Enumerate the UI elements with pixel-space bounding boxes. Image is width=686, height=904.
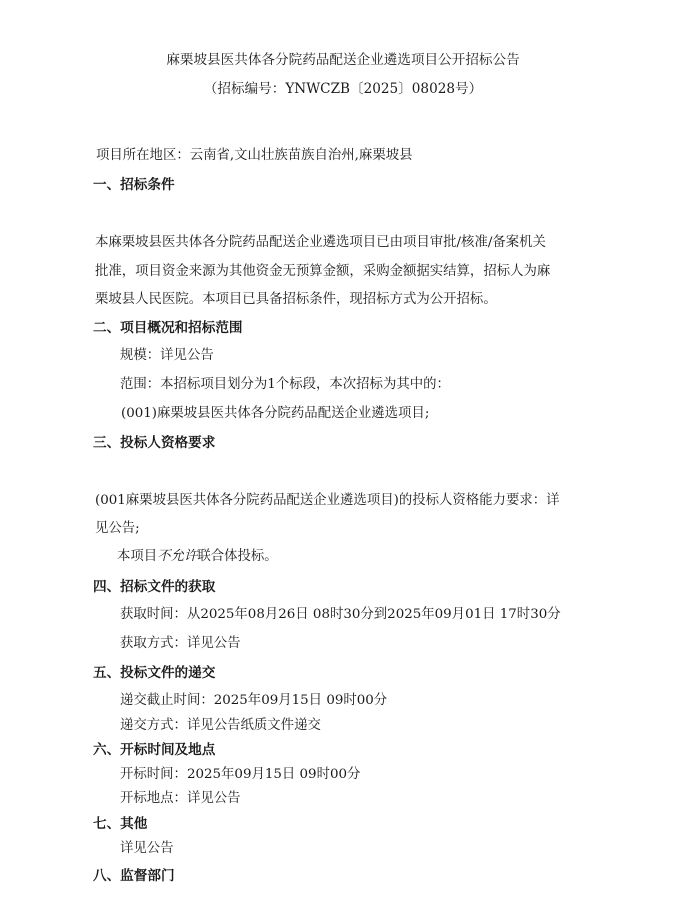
obtain-time: 获取时间：从2025年08月26日 08时30分到2025年09月01日 17时30分 (120, 607, 561, 622)
section-2-heading: 二、项目概况和招标范围 (93, 320, 243, 336)
section-6-heading: 六、开标时间及地点 (93, 742, 216, 758)
project-scope: 范围：本招标项目划分为1个标段，本次招标为其中的： (120, 377, 450, 392)
section-1-paragraph-line-2: 批准，项目资金来源为其他资金无预算金额，采购金额据实结算，招标人为麻 (95, 264, 551, 279)
joint-bid-prefix: 本项目 (117, 549, 158, 564)
section-1-heading: 一、招标条件 (93, 177, 175, 193)
page-title: 麻栗坡县医共体各分院药品配送企业遴选项目公开招标公告 (166, 52, 520, 68)
section-3-heading: 三、投标人资格要求 (93, 435, 216, 451)
joint-bid-emphasis: 不允许 (157, 549, 198, 564)
project-location: 项目所在地区：云南省,文山壮族苗族自治州,麻栗坡县 (96, 148, 413, 163)
opening-time: 开标时间：2025年09月15日 09时00分 (120, 767, 361, 782)
section-1-paragraph-line-3: 栗坡县人民医院。本项目已具备招标条件，现招标方式为公开招标。 (95, 292, 497, 307)
obtain-method: 获取方式：详见公告 (120, 636, 241, 651)
bid-number: （招标编号：YNWCZB〔2025〕08028号） (203, 81, 483, 97)
joint-bid-suffix: 联合体投标。 (197, 549, 278, 564)
qualification-line-1: (001麻栗坡县医共体各分院药品配送企业遴选项目)的投标人资格能力要求：详 (95, 493, 560, 508)
other-text: 详见公告 (120, 841, 174, 856)
submission-deadline: 递交截止时间：2025年09月15日 09时00分 (120, 693, 388, 708)
section-8-heading: 八、监督部门 (93, 868, 175, 884)
qualification-line-2: 见公告; (95, 521, 140, 536)
lot-item: (001)麻栗坡县医共体各分院药品配送企业遴选项目; (121, 406, 430, 421)
section-4-heading: 四、招标文件的获取 (93, 579, 216, 595)
joint-bid-note (117, 547, 278, 567)
opening-place: 开标地点：详见公告 (120, 791, 241, 806)
section-7-heading: 七、其他 (93, 816, 148, 832)
section-5-heading: 五、投标文件的递交 (93, 665, 216, 681)
project-scale: 规模：详见公告 (120, 348, 214, 363)
submission-method: 递交方式：详见公告纸质文件递交 (120, 718, 321, 733)
section-1-paragraph-line-1: 本麻栗坡县医共体各分院药品配送企业遴选项目已由项目审批/核准/备案机关 (95, 235, 546, 250)
